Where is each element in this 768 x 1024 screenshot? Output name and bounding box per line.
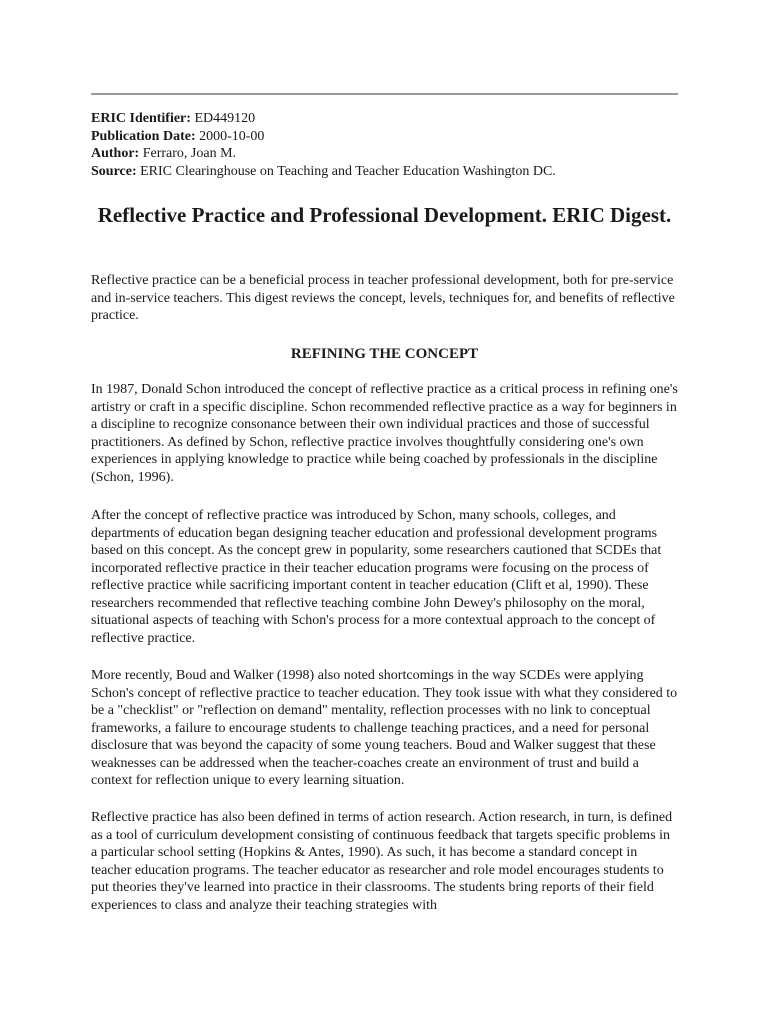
identifier-label: ERIC Identifier: xyxy=(91,111,191,126)
publication-date-row xyxy=(91,128,678,146)
source-row xyxy=(91,163,678,181)
identifier-row xyxy=(91,110,678,128)
intro-paragraph: Reflective practice can be a beneficial process in teacher professional development, both for pre-service and in-service teachers. This digest reviews the concept, levels, techniques for, and benefits of reflective practice. xyxy=(91,273,675,323)
body-paragraph-2: After the concept of reflective practice was introduced by Schon, many schools, colleges, and departments of education began designing teacher education and professional development programs based on this concept. As the concept grew in popularity, some researchers cautioned that SCDEs that incorporated reflective practice in their teacher education programs were focusing on the process of reflective practice while sacrificing important content in teacher education (Clift et al, 1990). These researchers recommended that reflective teaching combine John Dewey's philosophy on the moral, situational aspects of teaching with Schon's process for a more contextual approach to the concept of reflective practice. xyxy=(91,508,662,646)
body-paragraph-3: More recently, Boud and Walker (1998) also noted shortcomings in the way SCDEs were applying Schon's concept of reflective practice to teacher education. They took issue with what they considered to be a "checklist" or "reflection on demand" mentality, reflection processes with no link to conceptual frameworks, a failure to encourage students to challenge teaching practices, and a need for personal disclosure that was beyond the capacity of some young teachers. Boud and Walker suggest that these weaknesses can be addressed when the teacher-coaches create an environment of trust and build a context for reflection unique to every learning situation. xyxy=(91,668,678,788)
publication-date-value: 2000-10-00 xyxy=(199,128,265,144)
section-heading: REFINING THE CONCEPT xyxy=(290,346,479,362)
author-row xyxy=(91,145,678,163)
body-paragraph-4-container xyxy=(91,809,679,922)
document-title: Reflective Practice and Professional Development. ERIC Digest. xyxy=(97,203,672,227)
body-paragraph-1: In 1987, Donald Schon introduced the concept of reflective practice as a critical process in refining one's artistry or craft in a specific discipline. Schon recommended reflective practice as a way for beginners in a discipline to recognize consonance between their own individual practices and those of successful practitioners. As defined by Schon, reflective practice involves thoughtfully considering one's own experiences in applying knowledge to practice while being coached by professionals in the discipline (Schon, 1996). xyxy=(91,382,678,485)
horizontal-rule xyxy=(91,93,678,95)
body-paragraph-4: Reflective practice has also been defined in terms of action research. Action research, in turn, is defined as a tool of curriculum development consisting of continuous feedback that targets specific problems in a particular school setting (Hopkins & Antes, 1990). As such, it has become a standard concept in teacher education programs. The teacher educator as researcher and role model encourages students to put theories they've learned into practice in their classrooms. The students bring reports of their field experiences to class and analyze their teaching strategies with xyxy=(91,810,673,913)
author-label: Author: xyxy=(91,146,140,161)
metadata-block xyxy=(91,110,678,180)
publication-date-label: Publication Date: xyxy=(91,128,196,144)
source-label: Source: xyxy=(91,163,137,179)
author-value: Ferraro, Joan M. xyxy=(142,146,237,161)
identifier-value: ED449120 xyxy=(194,111,256,126)
source-value: ERIC Clearinghouse on Teaching and Teacher Education Washington DC. xyxy=(140,163,556,179)
